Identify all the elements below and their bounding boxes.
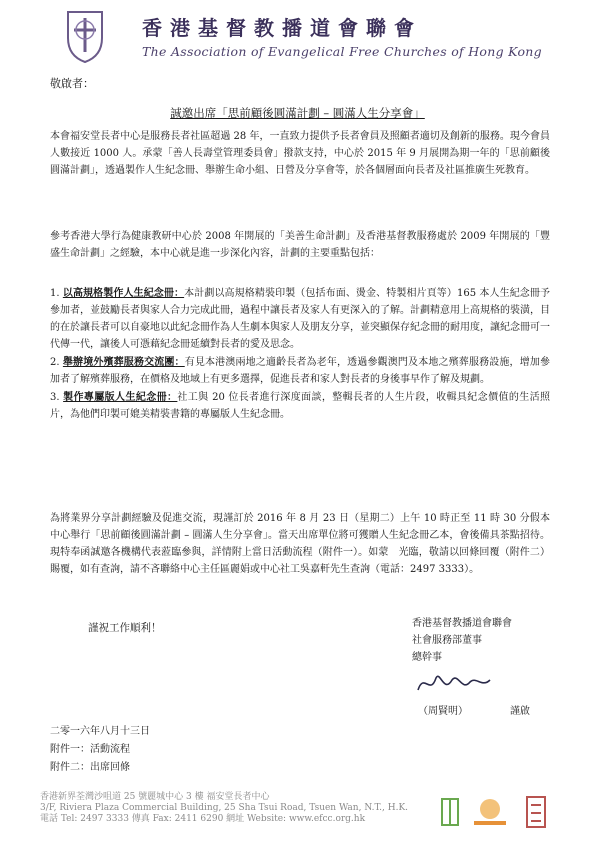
item-lead: 以高規格製作人生紀念冊： (62, 288, 185, 299)
signer-name: （周賢明） (418, 706, 468, 717)
signoff-block (412, 615, 512, 666)
signoff-vale: 謹啟 (510, 706, 530, 717)
paragraph-intro: 本會福安堂長者中心是服務長者社區超過 28 年，一直致力提供予長者會員及照顧者適切及創新的服務。現今會員人數接近 1000 人。承蒙「善人長壽堂管理委員會」撥款支持，中心於 2015 年 9 月展開為期一年的「思前顧後圓滿計劃」，透過製作人生紀念冊、舉辦生命小組、日營及分享會等，於各個層面向長者及社區推廣生死教育。 (50, 131, 550, 176)
footer-logo-orange-icon (470, 795, 510, 829)
handwritten-signature (414, 668, 494, 698)
signoff-line: 總幹事 (412, 652, 442, 663)
footer-address-zh: 香港新界荃灣沙咀道 25 號麗城中心 3 樓 福安堂長者中心 (40, 792, 270, 802)
list-item (50, 285, 550, 353)
letter-subject: 誠邀出席「思前顧後圓滿計劃 – 圓滿人生分享會」 (170, 106, 425, 120)
closing-wish: 謹祝工作順利！ (88, 622, 162, 634)
letter-footer (40, 792, 540, 825)
salutation: 敬啟者： (50, 77, 94, 90)
item-lead: 舉辦境外殯葬服務交流團： (62, 357, 185, 368)
item-text: 社工與 20 位長者進行深度面談，整輯長者的人生片段，收輯具紀念價值的生活照片，為他們印製可媲美精裝書籍的專屬版人生紀念冊。 (50, 392, 551, 420)
org-name-zh: 香港基督教播道會聯會 (142, 16, 422, 40)
signoff-line: 香港基督教播道會聯會 (412, 618, 512, 629)
footer-logo-green-icon (440, 795, 460, 829)
letter-date-block (50, 723, 150, 777)
letter-date: 二零一六年八月十三日 (50, 726, 150, 737)
item-text: 本計劃以高規格精裝印製（包括布面、燙金、特製相片頁等）165 本人生紀念冊予參加者，並鼓勵長者與家人合力完成此冊，過程中讓長者及家人有更深入的了解。計劃精意用上高規格的裝潢，目的在於讓長者可以自豪地以此紀念冊作為人生劇本與家人及朋友分享，並突顯保存紀念冊的耐用度，讓紀念冊可一代傳一代，讓後人可憑藉紀念冊延續對長者的愛及思念。 (50, 288, 551, 350)
footer-contact: 電話 Tel: 2497 3333 傳真 Fax: 2411 6290 網址 Website: www.efcc.org.hk (40, 814, 366, 824)
item-number: 2. (50, 357, 60, 368)
footer-logo-red-icon (525, 795, 547, 829)
signoff-line: 社會服務部董事 (412, 635, 482, 646)
footer-address-en: 3/F, Riviera Plaza Commercial Building, 25 Sha Tsui Road, Tsuen Wan, N.T., H.K. (40, 803, 409, 813)
item-number: 3. (50, 392, 60, 403)
org-name-en: The Association of Evangelical Free Churches of Hong Kong (142, 44, 542, 59)
letterhead (60, 8, 560, 70)
cross-seal-logo (60, 8, 110, 64)
paragraph-background: 參考香港大學行為健康教研中心於 2008 年開展的「美善生命計劃」及香港基督教服務處於 2009 年開展的「豐盛生命計劃」之經驗，本中心就是進一步深化內容，計劃的主要重點包括： (50, 231, 550, 259)
attachment-item: 附件二：出席回條 (50, 762, 130, 773)
item-lead: 製作專屬版人生紀念冊： (63, 392, 178, 403)
item-text: 有見本港澳兩地之適齡長者為老年，透過參觀澳門及本地之殯葬服務設施，增加參加者了解殯葬服務，在價格及地域上有更多選擇，促進長者和家人對長者的身後事早作了解及規劃。 (50, 357, 551, 385)
list-item (50, 389, 550, 423)
item-number: 1. (50, 288, 60, 299)
key-points-list (50, 285, 550, 424)
paragraph-invitation: 為將業界分享計劃經驗及促進交流，現謹訂於 2016 年 8 月 23 日（星期二）上午 10 時正至 11 時 30 分假本中心舉行「思前顧後圓滿計劃 – 圓滿人生分享會」。當天出席單位將可獲贈人生紀念冊乙本，會後備具茶點招待。現特奉函誠邀各機構代表蒞臨參與，詳情附上當日活動流程（附件一）。如蒙 光臨，敬請以回條回覆（附件二）賜覆，如有查詢，請不吝聯絡中心主任區麗娟或中心社工吳嘉軒先生查詢（電話：2497 3333）。 (50, 513, 550, 575)
list-item (50, 354, 550, 388)
attachment-item: 附件一：活動流程 (50, 744, 130, 755)
